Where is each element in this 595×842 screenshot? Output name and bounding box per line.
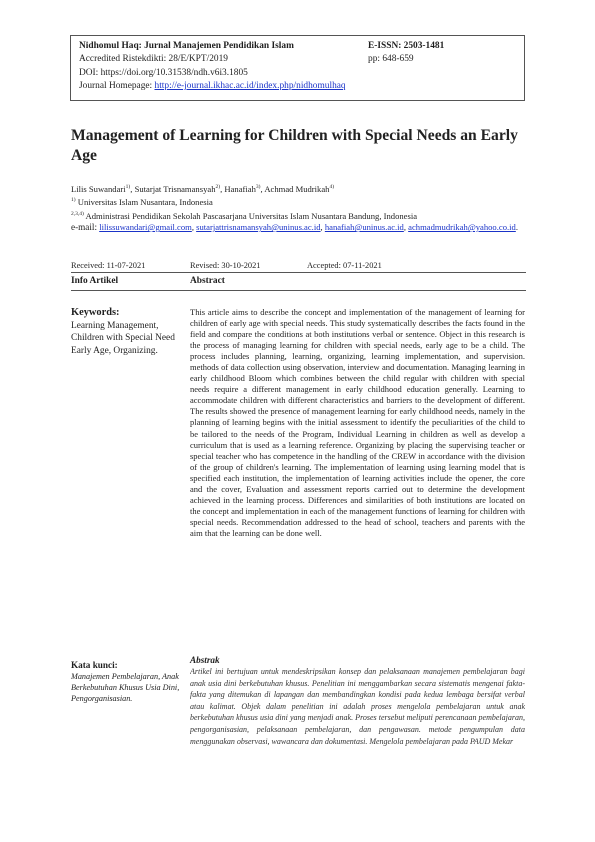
- author-sup: 2): [215, 184, 221, 190]
- author-name: Achmad Mudrikah: [264, 183, 330, 194]
- accepted-date: Accepted: 07-11-2021: [307, 261, 382, 270]
- journal-pages: pp: 648-659: [368, 54, 414, 65]
- homepage-link[interactable]: http://e-journal.ikhac.ac.id/index.php/nidhomulhaq: [154, 81, 346, 92]
- abstrak-title: Abstrak: [190, 655, 220, 665]
- received-date: Received: 11-07-2021: [71, 261, 146, 270]
- kata-kunci-title: Kata kunci:: [71, 660, 118, 670]
- column-divider: [71, 290, 526, 291]
- abstract-column-heading: Abstract: [190, 276, 225, 286]
- affiliation-sup: 1): [71, 197, 76, 204]
- author-block: [71, 182, 541, 234]
- revised-date: Revised: 30-10-2021: [190, 261, 261, 270]
- author-name: Hanafiah: [224, 183, 256, 194]
- author-sup: 1): [125, 184, 131, 190]
- email-link[interactable]: hanafiah@uninus.ac.id: [324, 222, 404, 233]
- abstrak-body: Artikel ini bertujuan untuk mendeskripsikan konsep dan pelaksanaan manajemen pembelajaran bagi anak usia dini berkebutuhan khusus. Penelitian ini menggambarkan secara sistematis mengenai fakta-fakta yang ditemukan di lapangan dan membandingkan kondisi pada kedua lembaga bersifat verbal atau kalimat. Objek dalam penelitian ini adalah proses mengelola pembelajaran untuk anak berkebutuhan khusus usia dini yang menjadi anak. Proses tersebut meliputi perencanaan pembelajaran, pengorganisasian, pelaksanaan pembelajaran, dan pengawasan. metode pengumpulan data menggunakan observasi, wawancara dan dokumentasi. Mengelola pembelajaran pada PAUD Mekar: [190, 667, 525, 746]
- journal-header: [70, 35, 525, 101]
- author-sup: 3): [255, 184, 261, 190]
- keywords-title: Keywords:: [71, 307, 120, 318]
- kata-kunci-text: Manajemen Pembelajaran, Anak Berkebutuhan Khusus Usia Dini, Pengorganisasian.: [71, 672, 180, 704]
- abstract-body: This article aims to describe the concept and implementation of the management of learning for children of early age with special needs. This study systematically describes the facts found in the field and compare the conditions at both institutions verbal or sentence. Object in this research is the process of managing learning for children with special needs, early age to be a child. The process includes planning, learning, organizing, learning implementation, and supervision. methods of data collection using observation, interview and documentation. Managing learning in early childhood Bloom which combines between the child regular with children with special needs require a different management in early childhood education generally. Learning to accommodate children with different characteristics and barriers to the development of different. The results showed the presence of management learning for early childhood needs, namely in the planning of learning begins with the initial assessment to identify the peculiarities of the child to be tailored to the needs of the Program, Individual Learning in children as well as develop a curriculum that is used as a learning reference. Organizing by placing the supervising teacher or special teacher who has competence in the handling of the CREW in accordance with the division of the group of children's learning. The implementation of learning using learning model that is specified each institution, the implementation of learning activities include the opener, the core and the cover, Evaluation and assessment reports carried out to determine the development achieved in the learning process. Differences and similarities of both institutions are located on the concept and implementation in each of the management functions of learning for children with special needs. Recommendation addressed to the head of school, teachers and parents with the aim that the learning can be done well.: [190, 307, 525, 538]
- article-title: Management of Learning for Children with Special Needs an Early Age: [71, 127, 518, 164]
- email-line: e-mail: lilissuwandari@gmail.com, sutarjattrisnamansyah@uninus.ac.id, hanafiah@uninus.ac.id, achmadmudrikah@yahoo.co.id.: [71, 222, 518, 233]
- journal-doi[interactable]: DOI: https://doi.org/10.31538/ndh.v6i3.1805: [79, 67, 248, 78]
- author-list: Lilis Suwandari$^{1)}$, Sutarjat Trisnamansyah$^{2)}$, Hanafiah$^{3)}$, Achmad Mudrikah$^{4)}$: [71, 183, 335, 194]
- affiliation-sup: 2,3,4): [71, 210, 84, 217]
- affiliation-text: Universitas Islam Nusantara, Indonesia: [77, 197, 213, 208]
- affiliation-text: Administrasi Pendidikan Sekolah Pascasarjana Universitas Islam Nusantara Bandung, Indonesia: [85, 210, 418, 221]
- journal-accreditation: Accredited Ristekdikti: 28/E/KPT/2019: [79, 54, 228, 65]
- article-dates: [71, 260, 526, 273]
- affiliation-2: [71, 209, 541, 222]
- email-link[interactable]: achmadmudrikah@yahoo.co.id: [408, 222, 516, 233]
- journal-issn: E-ISSN: 2503-1481: [368, 41, 445, 51]
- author-name: Sutarjat Trisnamansyah: [134, 183, 216, 194]
- email-link[interactable]: sutarjattrisnamansyah@uninus.ac.id: [196, 222, 321, 233]
- keywords-text: Learning Management, Children with Special Need Early Age, Organizing.: [71, 321, 175, 356]
- journal-name: Nidhomul Haq: Jurnal Manajemen Pendidikan Islam: [79, 41, 294, 51]
- email-link[interactable]: lilissuwandari@gmail.com: [99, 222, 192, 233]
- author-sup: 4): [329, 184, 335, 190]
- affiliation-1: [71, 195, 541, 208]
- author-name: Lilis Suwandari: [71, 183, 126, 194]
- info-column-heading: Info Artikel: [71, 276, 119, 286]
- homepage-label: Journal Homepage:: [79, 81, 155, 92]
- email-label: e-mail:: [71, 222, 98, 233]
